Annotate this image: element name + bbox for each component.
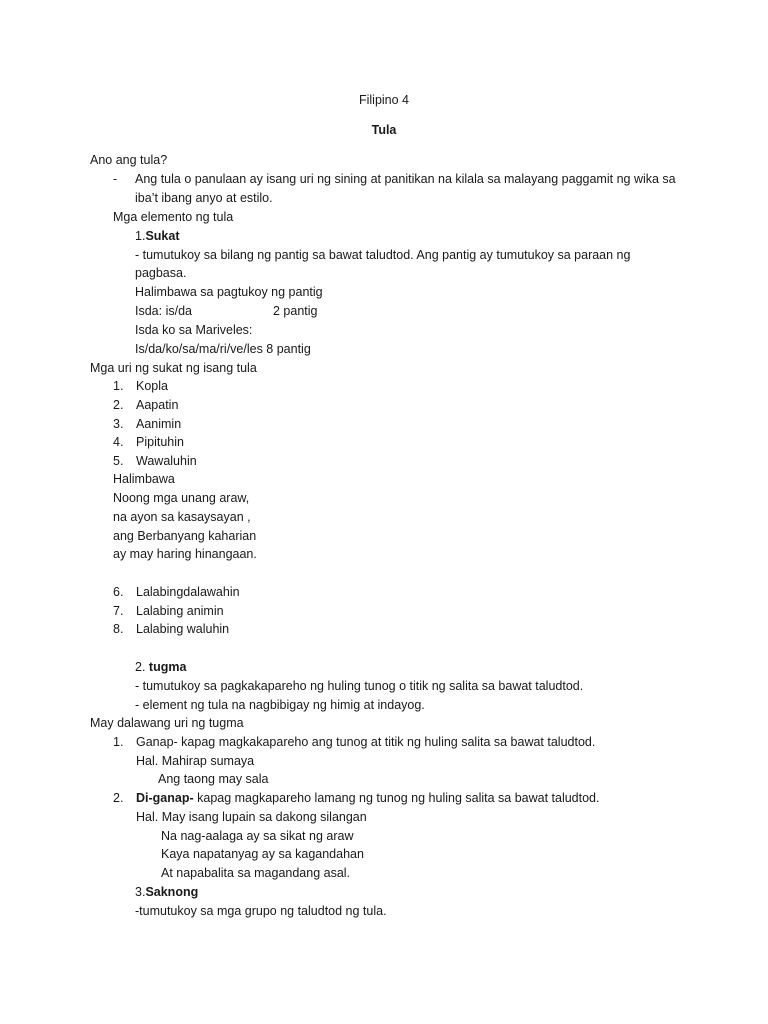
sukat-heading: [135, 227, 179, 245]
ganap-example-line: Hal. Mahirap sumaya: [136, 754, 255, 768]
list-item: Lalabing animin: [136, 604, 224, 618]
tugma-types-heading: May dalawang uri ng tugma: [90, 716, 244, 730]
intro-question: Ano ang tula?: [90, 153, 168, 167]
tugma-title: tugma: [148, 660, 187, 674]
sukat-types-heading: Mga uri ng sukat ng isang tula: [90, 361, 257, 375]
poem-line: ang Berbanyang kaharian: [113, 529, 257, 543]
poem-example-heading: Halimbawa: [113, 472, 175, 486]
diganap-text: kapag magkapareho lamang ng tunog ng huling salita sa bawat taludtod.: [193, 791, 600, 805]
sukat-title: Sukat: [145, 229, 180, 243]
list-item: Kopla: [136, 379, 168, 393]
tugma-desc-line-2: - element ng tula na nagbibigay ng himig at indayog.: [135, 698, 425, 712]
sukat-example-1-count: 2 pantig: [273, 304, 318, 318]
sukat-example-2-split: Is/da/ko/sa/ma/ri/ve/les 8 pantig: [135, 342, 311, 356]
sukat-desc-line-1: - tumutukoy sa bilang ng pantig sa bawat taludtod. Ang pantig ay tumutukoy sa paraan ng: [135, 248, 631, 262]
elements-heading: Mga elemento ng tula: [113, 210, 234, 224]
sukat-example-heading: Halimbawa sa pagtukoy ng pantig: [135, 285, 323, 299]
diganap-example-line: Na nag-aalaga ay sa sikat ng araw: [161, 829, 354, 843]
ganap-definition: Ganap- kapag magkakapareho ang tunog at titik ng huling salita sa bawat taludtod.: [136, 735, 596, 749]
saknong-desc: -tumutukoy sa mga grupo ng taludtod ng tula.: [135, 904, 387, 918]
diganap-example-line: Hal. May isang lupain sa dakong silangan: [136, 810, 367, 824]
list-item-number: 4.: [113, 435, 124, 449]
diganap-example-line: At napabalita sa magandang asal.: [161, 866, 351, 880]
diganap-term: Di-ganap-: [136, 791, 194, 805]
poem-line: na ayon sa kasaysayan ,: [113, 510, 251, 524]
list-item-number: 3.: [113, 417, 124, 431]
list-item-number: 8.: [113, 622, 124, 636]
list-item: Aapatin: [136, 398, 179, 412]
ganap-example-line: Ang taong may sala: [158, 772, 269, 786]
list-item: Pipituhin: [136, 435, 184, 449]
saknong-number: 3.: [135, 885, 146, 899]
list-item-number: 5.: [113, 454, 124, 468]
sukat-number: 1.: [135, 229, 146, 243]
tugma-desc-line-1: - tumutukoy sa pagkakapareho ng huling tunog o titik ng salita sa bawat taludtod.: [135, 679, 584, 693]
list-item-number: 2.: [113, 791, 124, 805]
document-title: Tula: [371, 123, 397, 137]
list-item: Lalabingdalawahin: [136, 585, 240, 599]
list-item-number: 7.: [113, 604, 124, 618]
poem-line: ay may haring hinangaan.: [113, 547, 257, 561]
poem-line: Noong mga unang araw,: [113, 491, 250, 505]
list-item: Lalabing waluhin: [136, 622, 230, 636]
list-item-number: 1.: [113, 735, 124, 749]
tugma-heading: [135, 658, 186, 676]
diganap-example-line: Kaya napatanyag ay sa kagandahan: [161, 847, 364, 861]
definition-line-1: Ang tula o panulaan ay isang uri ng sining at panitikan na kilala sa malayang paggamit ng wika sa: [135, 172, 676, 186]
sukat-example-1-word: Isda: is/da: [135, 304, 192, 318]
list-item-number: 1.: [113, 379, 124, 393]
list-item: Wawaluhin: [136, 454, 197, 468]
list-item-number: 2.: [113, 398, 124, 412]
diganap-definition: [136, 789, 599, 807]
list-item: Aanimin: [136, 417, 182, 431]
list-item-number: 6.: [113, 585, 124, 599]
bullet-dash: -: [113, 172, 118, 186]
sukat-desc-line-2: pagbasa.: [135, 266, 187, 280]
saknong-title: Saknong: [145, 885, 199, 899]
definition-line-2: iba’t ibang anyo at estilo.: [135, 191, 273, 205]
subject-heading: Filipino 4: [358, 93, 410, 107]
saknong-heading: [135, 883, 198, 901]
sukat-example-2-phrase: Isda ko sa Mariveles:: [135, 323, 253, 337]
tugma-number: 2.: [135, 660, 146, 674]
